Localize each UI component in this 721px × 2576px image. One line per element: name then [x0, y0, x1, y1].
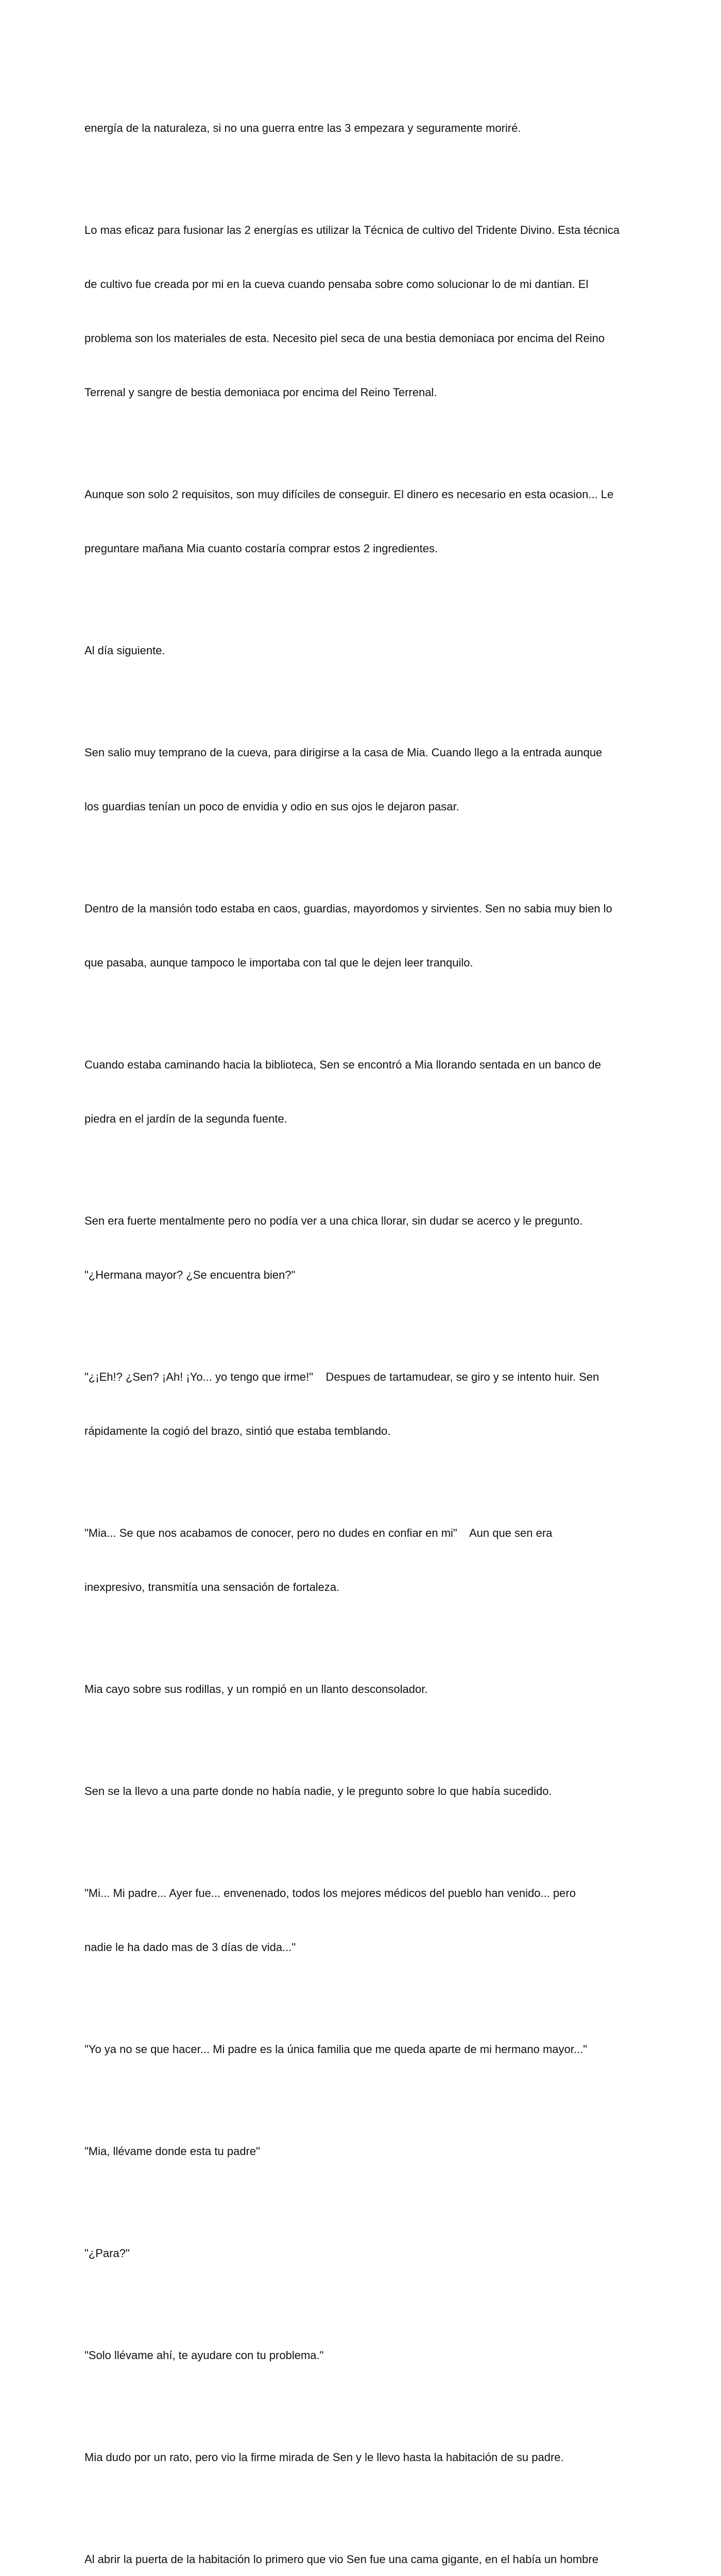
- text-line: los guardias tenían un poco de envidia y odio en sus ojos le dejaron pasar.: [84, 800, 459, 813]
- paragraph-8: [84, 1176, 644, 1320]
- text-line: nadie le ha dado mas de 3 días de vida...": [84, 1941, 296, 1954]
- text-line: energía de la naturaleza, si no una guerra entre las 3 empezara y seguramente moriré.: [84, 122, 521, 134]
- paragraph-6: [84, 863, 644, 1008]
- text-line: Aunque son solo 2 requisitos, son muy difíciles de conseguir. El dinero es necesario en esta ocasion... Le: [84, 488, 614, 501]
- text-line: Sen se la llevo a una parte donde no había nadie, y le pregunto sobre lo que había sucedido.: [84, 1785, 552, 1798]
- paragraph-9: [84, 1332, 644, 1476]
- document-page: [84, 83, 644, 2576]
- text-line: "Mia, llévame donde esta tu padre": [84, 2145, 260, 2158]
- paragraph-10: [84, 1488, 644, 1632]
- text-line: Mia dudo por un rato, pero vio la firme mirada de Sen y le llevo hasta la habitación de su padre.: [84, 2451, 564, 2464]
- paragraph-17: [84, 2310, 644, 2400]
- text-line: Sen salio muy temprano de la cueva, para dirigirse a la casa de Mia. Cuando llego a la entrada aunque: [84, 746, 603, 759]
- text-line: Terrenal y sangre de bestia demoniaca por encima del Reino Terrenal.: [84, 386, 437, 399]
- paragraph-19: [84, 2514, 644, 2576]
- text-line: Mia cayo sobre sus rodillas, y un rompió en un llanto desconsolador.: [84, 1683, 428, 1696]
- text-line: Sen era fuerte mentalmente pero no podía ver a una chica llorar, sin dudar se acerco y le pregunto.: [84, 1214, 583, 1227]
- paragraph-4: [84, 605, 644, 696]
- paragraph-11: [84, 1644, 644, 1734]
- paragraph-13: [84, 1848, 644, 1992]
- text-line: Al abrir la puerta de la habitación lo primero que vio Sen fue una cama gigante, en el había un hombre: [84, 2553, 598, 2566]
- text-line: Cuando estaba caminando hacia la biblioteca, Sen se encontró a Mia llorando sentada en un banco de: [84, 1058, 601, 1071]
- text-line: inexpresivo, transmitía una sensación de fortaleza.: [84, 1581, 340, 1594]
- text-line: de cultivo fue creada por mi en la cueva cuando pensaba sobre como solucionar lo de mi dantian. El: [84, 278, 589, 291]
- paragraph-16: [84, 2208, 644, 2298]
- text-line: "Mia... Se que nos acabamos de conocer, pero no dudes en confiar en mi" Aun que sen era: [84, 1527, 553, 1539]
- text-line: Al día siguiente.: [84, 644, 165, 657]
- paragraph-12: [84, 1746, 644, 1836]
- text-line: Lo mas eficaz para fusionar las 2 energías es utilizar la Técnica de cultivo del Tridente Divino. Esta técnica: [84, 224, 620, 236]
- paragraph-1: [84, 83, 644, 173]
- text-line: "Yo ya no se que hacer... Mi padre es la única familia que me queda aparte de mi hermano mayor...": [84, 2043, 588, 2056]
- text-line: rápidamente la cogió del brazo, sintió que estaba temblando.: [84, 1425, 391, 1437]
- text-line: "Solo llévame ahí, te ayudare con tu problema.": [84, 2349, 324, 2362]
- text-line: problema son los materiales de esta. Necesito piel seca de una bestia demoniaca por encima del Reino: [84, 332, 605, 345]
- text-line: que pasaba, aunque tampoco le importaba con tal que le dejen leer tranquilo.: [84, 956, 473, 969]
- paragraph-3: [84, 449, 644, 594]
- text-line: "¿¡Eh!? ¿Sen? ¡Ah! ¡Yo... yo tengo que irme!" Despues de tartamudear, se giro y se intento huir. Sen: [84, 1370, 599, 1383]
- paragraph-2: [84, 185, 644, 437]
- text-line: preguntare mañana Mia cuanto costaría comprar estos 2 ingredientes.: [84, 542, 438, 555]
- paragraph-7: [84, 1020, 644, 1164]
- text-line: "Mi... Mi padre... Ayer fue... envenenado, todos los mejores médicos del pueblo han venido... pero: [84, 1887, 576, 1900]
- paragraph-14: [84, 2004, 644, 2094]
- paragraph-5: [84, 707, 644, 852]
- paragraph-18: [84, 2412, 644, 2502]
- text-line: Dentro de la mansión todo estaba en caos, guardias, mayordomos y sirvientes. Sen no sabia muy bien lo: [84, 902, 612, 915]
- text-line: "¿Para?": [84, 2247, 130, 2260]
- paragraph-15: [84, 2106, 644, 2196]
- text-line: "¿Hermana mayor? ¿Se encuentra bien?": [84, 1268, 296, 1281]
- text-line: piedra en el jardín de la segunda fuente.: [84, 1112, 287, 1125]
